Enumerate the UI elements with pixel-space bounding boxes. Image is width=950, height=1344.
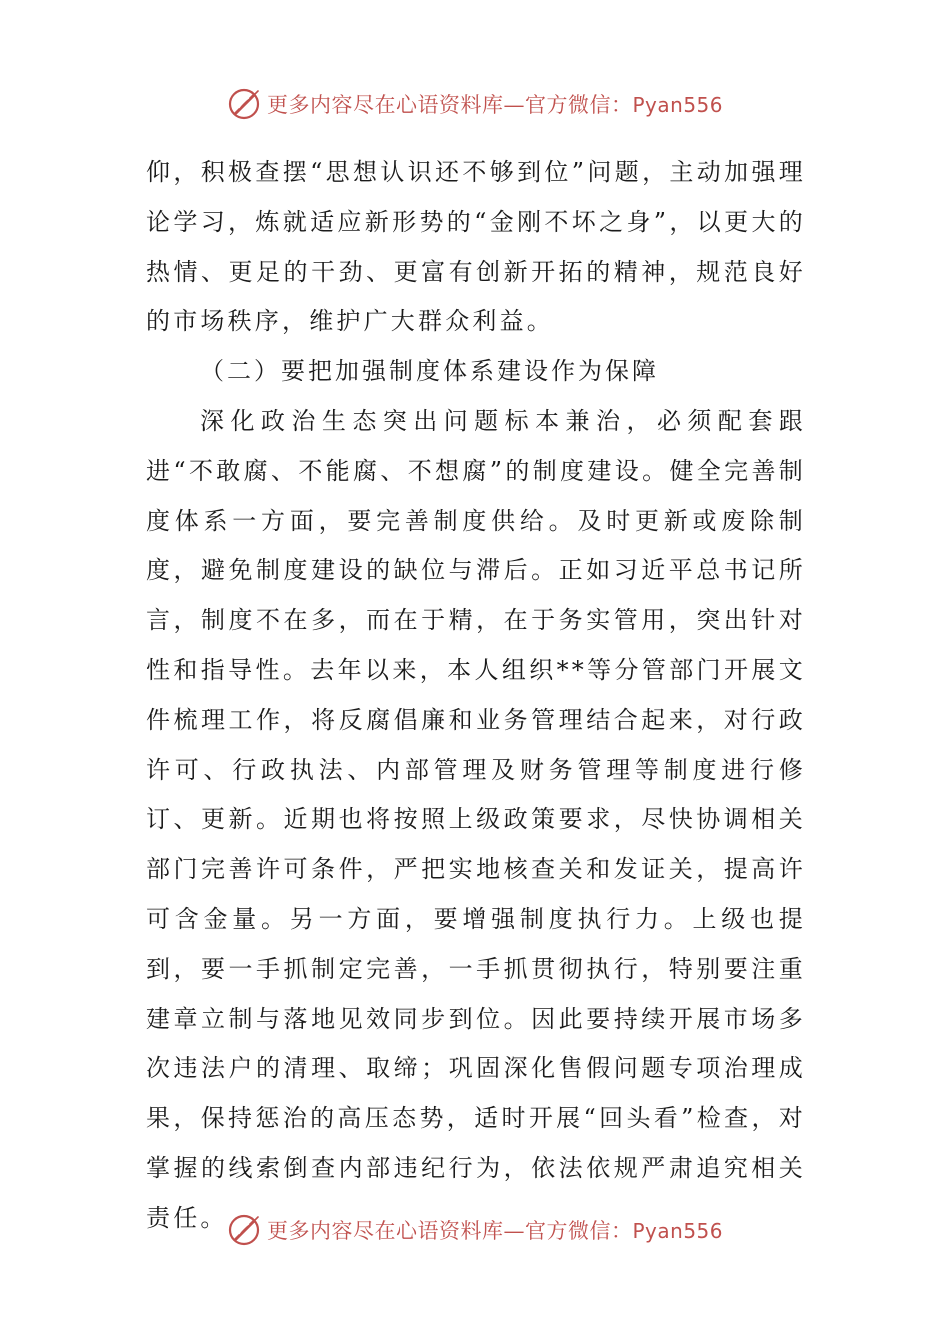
- section-heading-2: （二）要把加强制度体系建设作为保障: [200, 357, 659, 386]
- footer-wechat-id: Pyan556: [632, 1219, 723, 1243]
- header-banner: [0, 80, 950, 128]
- footer-banner: [0, 1206, 950, 1254]
- header-banner-text: 更多内容尽在心语资料库—官方微信：: [266, 93, 633, 117]
- paragraph-continued: 仰，积极查摆“思想认识还不够到位”问题，主动加强理论学习，炼就适应新形势的“金刚不坏之身”，以更大的热情、更足的干劲、更富有创新开拓的精神，规范良好的市场秩序，维护广大群众利益。: [146, 158, 806, 336]
- footer-banner-text: 更多内容尽在心语资料库—官方微信：: [266, 1219, 633, 1243]
- pen-logo-icon: [227, 86, 263, 122]
- paragraph-institution-building: 深化政治生态突出问题标本兼治，必须配套跟进“不敢腐、不能腐、不想腐”的制度建设。健全完善制度体系一方面，要完善制度供给。及时更新或废除制度，避免制度建设的缺位与滞后。正如习近平总书记所言，制度不在多，而在于精，在于务实管用，突出针对性和指导性。去年以来，本人组织**等分管部门开展文件梳理工作，将反腐倡廉和业务管理结合起来，对行政许可、行政执法、内部管理及财务管理等制度进行修订、更新。近期也将按照上级政策要求，尽快协调相关部门完善许可条件，严把实地核查关和发证关，提高许可含金量。另一方面，要增强制度执行力。上级也提到，要一手抓制定完善，一手抓贯彻执行，特别要注重建章立制与落地见效同步到位。因此要持续开展市场多次违法户的清理、取缔；巩固深化售假问题专项治理成果，保持惩治的高压态势，适时开展“回头看”检查，对掌握的线索倒查内部违纪行为，依法依规严肃追究相关责任。: [146, 406, 806, 1232]
- header-wechat-id: Pyan556: [632, 93, 723, 117]
- document-body: [146, 148, 806, 1244]
- pen-logo-icon: [227, 1212, 263, 1248]
